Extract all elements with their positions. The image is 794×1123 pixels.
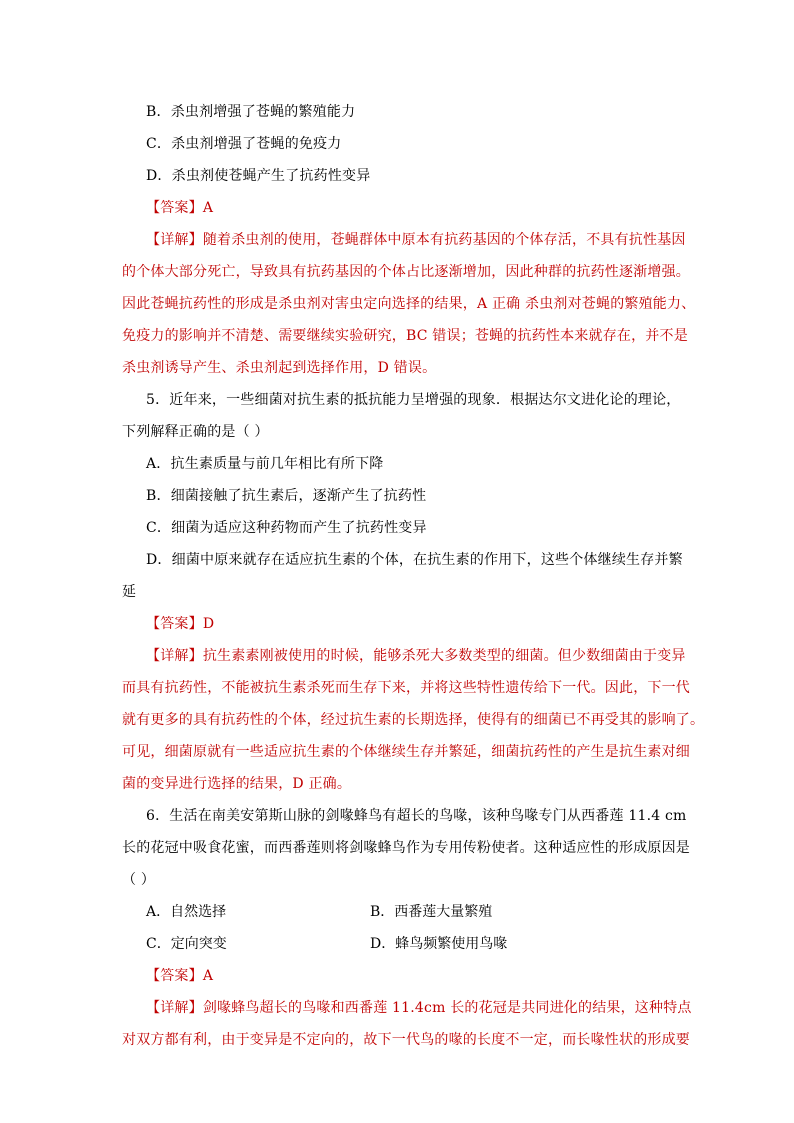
q6-stem-line-2: 长的花冠中吸食花蜜，而西番莲则将剑喙蜂鸟作为专用传粉使者。这种适应性的形成原因是: [122, 840, 690, 856]
answer-value: A: [202, 200, 214, 216]
detail-tag: 【详解】: [146, 1000, 203, 1016]
detail-text: 抗生素素刚被使用的时候，能够杀死大多数类型的细菌。但少数细菌由于变异: [202, 648, 686, 664]
q4-option-b: B．杀虫剂增强了苍蝇的繁殖能力: [146, 104, 356, 120]
q6-stem-line-3: （ ）: [122, 872, 156, 888]
detail-tag: 【详解】: [146, 232, 203, 248]
q6-option-a: A．自然选择: [146, 904, 227, 920]
q6-stem-line-1: 6．生活在南美安第斯山脉的剑喙蜂鸟有超长的鸟喙，该种鸟喙专门从西番莲 11.4 cm: [146, 808, 687, 824]
q4-detail-line-3: 因此苍蝇抗药性的形成是杀虫剂对害虫定向选择的结果，A 正确 杀虫剂对苍蝇的繁殖能力、: [122, 296, 696, 312]
q5-option-c: C．细菌为适应这种药物而产生了抗药性变异: [146, 520, 427, 536]
answer-tag: 【答案】: [146, 968, 203, 984]
q5-stem-line-2: 下列解释正确的是（ ）: [122, 424, 269, 440]
q4-detail-line-5: 杀虫剂诱导产生、杀虫剂起到选择作用，D 错误。: [122, 360, 437, 376]
q4-detail-line-4: 免疫力的影响并不清楚、需要继续实验研究，BC 错误；苍蝇的抗药性本来就存在，并不是: [122, 328, 688, 344]
q5-answer: [146, 614, 702, 634]
q5-detail-line-5: 菌的变异进行选择的结果，D 正确。: [122, 776, 352, 792]
q5-detail-line-4: 可见，细菌原就有一些适应抗生素的个体继续生存并繁延，细菌抗药性的产生是抗生素对细: [122, 744, 690, 760]
q5-option-d-line-2: 延: [122, 584, 137, 600]
answer-tag: 【答案】: [146, 616, 203, 632]
q6-detail-line-2: 对双方都有利，由于变异是不定向的，故下一代鸟的喙的长度不一定，而长喙性状的形成要: [122, 1032, 690, 1048]
q4-option-d: D．杀虫剂使苍蝇产生了抗药性变异: [146, 168, 371, 184]
q4-answer: [146, 198, 702, 218]
q4-detail-line-2: 的个体大部分死亡，导致具有抗药基因的个体占比逐渐增加，因此种群的抗药性逐渐增强。: [122, 264, 690, 280]
q6-options-row-1: [146, 902, 678, 922]
q4-detail-line-1: [146, 230, 702, 250]
q5-option-a: A．抗生素质量与前几年相比有所下降: [146, 456, 384, 472]
q5-detail-line-1: [146, 646, 702, 666]
q5-option-b: B．细菌接触了抗生素后，逐渐产生了抗药性: [146, 488, 427, 504]
answer-value: D: [202, 616, 215, 632]
q5-option-d-line-1: D．细菌中原来就存在适应抗生素的个体，在抗生素的作用下，这些个体继续生存并繁: [146, 552, 683, 568]
answer-tag: 【答案】: [146, 200, 203, 216]
q5-detail-line-2: 而具有抗药性，不能被抗生素杀死而生存下来，并将这些特性遗传给下一代。因此，下一代: [122, 680, 690, 696]
detail-tag: 【详解】: [146, 648, 203, 664]
answer-value: A: [202, 968, 214, 984]
q6-detail-line-1: [146, 998, 702, 1018]
q4-option-c: C．杀虫剂增强了苍蝇的免疫力: [146, 136, 342, 152]
q6-option-b: B．西番莲大量繁殖: [370, 904, 493, 920]
q6-options-row-2: [146, 934, 678, 954]
detail-text: 剑喙蜂鸟超长的鸟喙和西番莲 11.4cm 长的花冠是共同进化的结果，这种特点: [202, 1000, 692, 1016]
q6-option-d: D．蜂鸟频繁使用鸟喙: [370, 936, 508, 952]
detail-text: 随着杀虫剂的使用，苍蝇群体中原本有抗药基因的个体存活，不具有抗性基因: [202, 232, 686, 248]
q5-detail-line-3: 就有更多的具有抗药性的个体，经过抗生素的长期选择，使得有的细菌已不再受其的影响了。: [122, 712, 705, 728]
q5-stem-line-1: 5．近年来，一些细菌对抗生素的抵抗能力呈增强的现象．根据达尔文进化论的理论，: [146, 392, 681, 408]
q6-option-c: C．定向突变: [146, 936, 227, 952]
q6-answer: [146, 966, 702, 986]
